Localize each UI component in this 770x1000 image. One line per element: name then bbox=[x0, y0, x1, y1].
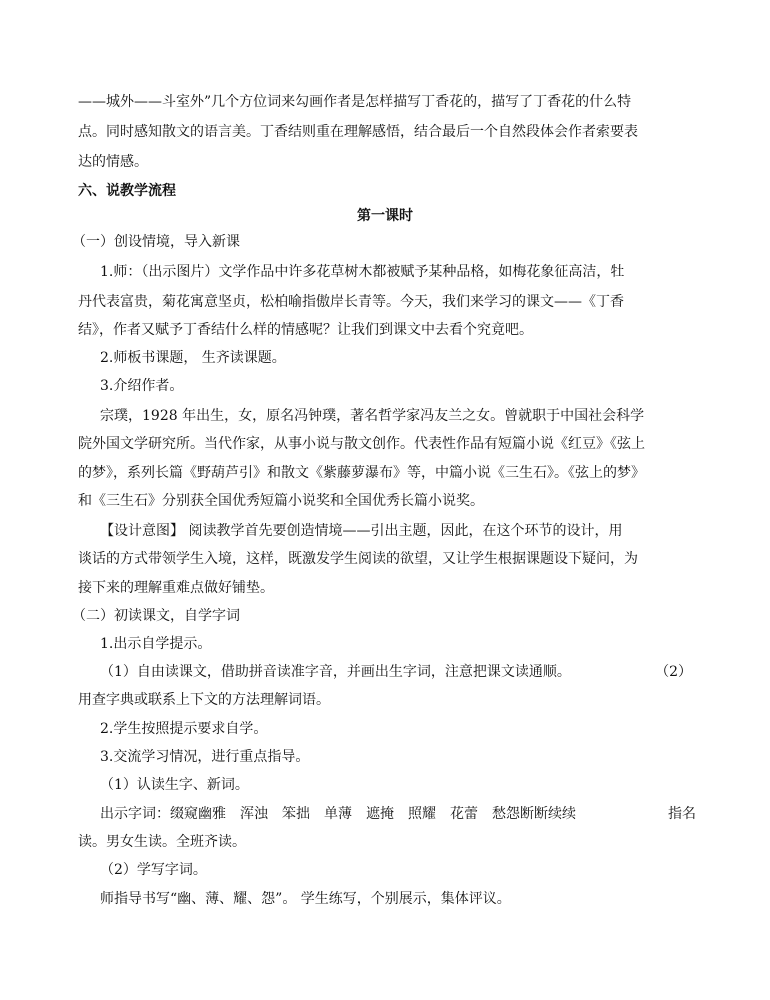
vocabulary-line bbox=[100, 804, 576, 824]
paragraph-line: 【设计意图】 阅读教学首先要创造情境——引出主题，因此，在这个环节的设计，用 bbox=[100, 523, 623, 539]
vocabulary-word: 笨拙 bbox=[282, 806, 310, 822]
paragraph-line: 丹代表富贵，菊花寓意坚贞，松柏喻指傲岸长青等。今天，我们来学习的课文——《丁香 bbox=[78, 294, 624, 310]
paragraph-line: （1）认读生字、新词。 bbox=[100, 777, 249, 793]
vocabulary-word: 遮掩 bbox=[366, 806, 394, 822]
paragraph-line: 达的情感。 bbox=[78, 154, 148, 170]
paragraph-line: 2.师板书课题， 生齐读课题。 bbox=[100, 350, 286, 366]
paragraph-line: 接下来的理解重难点做好铺垫。 bbox=[78, 580, 274, 596]
paragraph-line: 院外国文学研究所。当代作家，从事小说与散文创作。代表性作品有短篇小说《红豆》《弦上 bbox=[78, 436, 645, 452]
vocabulary-word: 浑浊 bbox=[240, 806, 268, 822]
paragraph-line: （2）学写字词。 bbox=[100, 862, 207, 878]
paragraph-text: （1）自由读课文，借助拼音读准字音，并画出生字词，注意把课文读通顺。 bbox=[100, 664, 571, 680]
paragraph-line: 谈话的方式带领学生入境，这样，既激发学生阅读的欲望，又让学生根据课题设下疑问，为 bbox=[78, 551, 638, 567]
paragraph-line: 1.师：（出示图片）文学作品中许多花草树木都被赋予某种品格，如梅花象征高洁，牡 bbox=[100, 264, 625, 280]
vocabulary-word: 照耀 bbox=[408, 806, 436, 822]
paragraph-line: 宗璞，1928 年出生，女，原名冯钟璞，著名哲学家冯友兰之女。曾就职于中国社会科学 bbox=[100, 408, 645, 424]
paragraph-line: 指名 bbox=[668, 806, 696, 822]
paragraph-line: 3.交流学习情况，进行重点指导。 bbox=[100, 749, 310, 765]
paragraph-line: 的梦》，系列长篇《野葫芦引》和散文《紫藤萝瀑布》等，中篇小说《三生石》。《弦上的梦》 bbox=[78, 465, 645, 481]
vocabulary-word: 单薄 bbox=[324, 806, 352, 822]
vocabulary-word: 缀窥幽雅 bbox=[170, 806, 226, 822]
paragraph-line: 师指导书写“幽、薄、耀、怨”。 学生练写，个别展示，集体评议。 bbox=[100, 891, 511, 907]
paragraph-line: ——城外——斗室外”几个方位词来勾画作者是怎样描写丁香花的，描写了丁香花的什么特 bbox=[78, 94, 632, 110]
section-heading: 六、说教学流程 bbox=[78, 183, 176, 199]
lesson-title: 第一课时 bbox=[357, 208, 413, 224]
paragraph-line: 读。男女生读。全班齐读。 bbox=[78, 834, 246, 850]
paragraph-line bbox=[100, 662, 692, 682]
paragraph-line: 点。同时感知散文的语言美。丁香结则重在理解感悟，结合最后一个自然段体会作者索要表 bbox=[78, 124, 638, 140]
paragraph-line: 用查字典或联系上下文的方法理解词语。 bbox=[78, 692, 330, 708]
paragraph-line: 结》，作者又赋予丁香结什么样的情感呢？让我们到课文中去看个究竟吧。 bbox=[78, 322, 533, 338]
subsection-heading: （二）初读课文，自学字词 bbox=[72, 608, 240, 624]
paragraph-line: 2.学生按照提示要求自学。 bbox=[100, 721, 268, 737]
paragraph-text: （2） bbox=[655, 664, 692, 680]
paragraph-line: 和《三生石》分别获全国优秀短篇小说奖和全国优秀长篇小说奖。 bbox=[78, 493, 484, 509]
subsection-heading: （一）创设情境，导入新课 bbox=[72, 234, 240, 250]
paragraph-line: 3.介绍作者。 bbox=[100, 378, 184, 394]
vocabulary-word: 愁怨断断续续 bbox=[492, 806, 576, 822]
vocabulary-word: 花蕾 bbox=[450, 806, 478, 822]
vocabulary-prefix: 出示字词： bbox=[100, 806, 170, 822]
paragraph-line: 1.出示自学提示。 bbox=[100, 636, 212, 652]
